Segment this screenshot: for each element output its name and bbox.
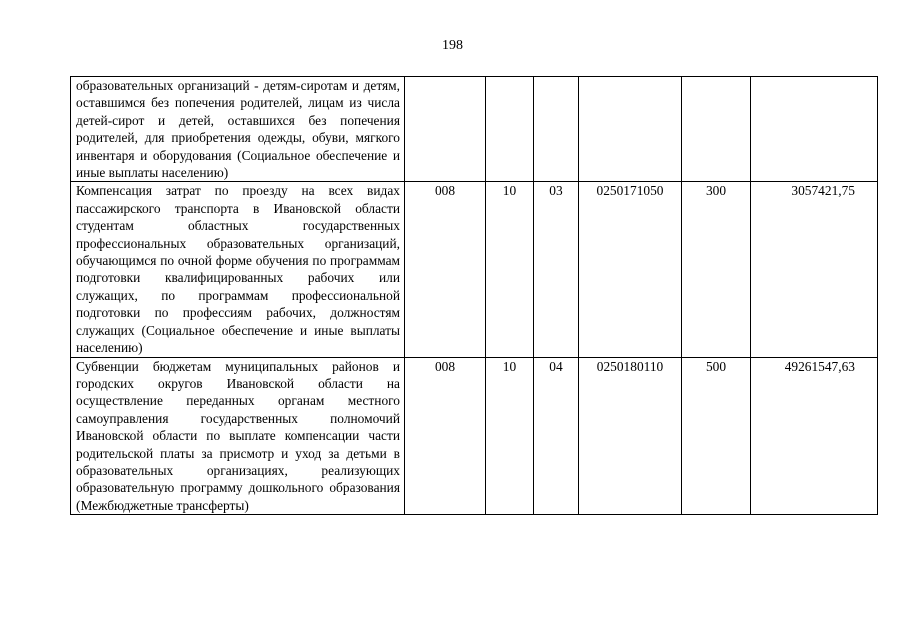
target-article-code: 0250171050 [579,182,682,357]
amount-value: 3057421,75 [751,182,878,357]
ministry-code [405,77,486,182]
subsection-code: 04 [534,357,579,515]
target-article-code [579,77,682,182]
ministry-code: 008 [405,182,486,357]
table-row [71,357,878,515]
table-row [71,77,878,182]
amount-value [751,77,878,182]
row-description: Субвенции бюджетам муниципальных районов и городских округов Ивановской области на осуществление переданных органам местного самоуправления государственных полномочий Ивановской области по выплате компенсации части родительской платы за присмотр и уход за детьми в образовательных организациях, реализующих образовательную программу дошкольного образования (Межбюджетные трансферты) [71,357,405,515]
budget-table [70,76,878,515]
expense-type-code: 300 [682,182,751,357]
subsection-code [534,77,579,182]
target-article-code: 0250180110 [579,357,682,515]
subsection-code: 03 [534,182,579,357]
section-code: 10 [486,182,534,357]
table-row [71,182,878,357]
section-code: 10 [486,357,534,515]
expense-type-code: 500 [682,357,751,515]
section-code [486,77,534,182]
ministry-code: 008 [405,357,486,515]
page-number: 198 [442,38,463,53]
row-description: образовательных организаций - детям-сиротам и детям, оставшимся без попечения родителей, лицам из числа детей-сирот и детей, оставшихся без попечения родителей, для приобретения одежды, обуви, мягкого инвентаря и оборудования (Социальное обеспечение и иные выплаты населению) [71,77,405,182]
amount-value: 49261547,63 [751,357,878,515]
expense-type-code [682,77,751,182]
row-description: Компенсация затрат по проезду на всех видах пассажирского транспорта в Ивановской области студентам областных государственных профессиональных образовательных организаций, обучающимся по очной форме обучения по программам подготовки квалифицированных рабочих или служащих, по программам профессиональной подготовки по профессиям рабочих, должностям служащих (Социальное обеспечение и иные выплаты населению) [71,182,405,357]
